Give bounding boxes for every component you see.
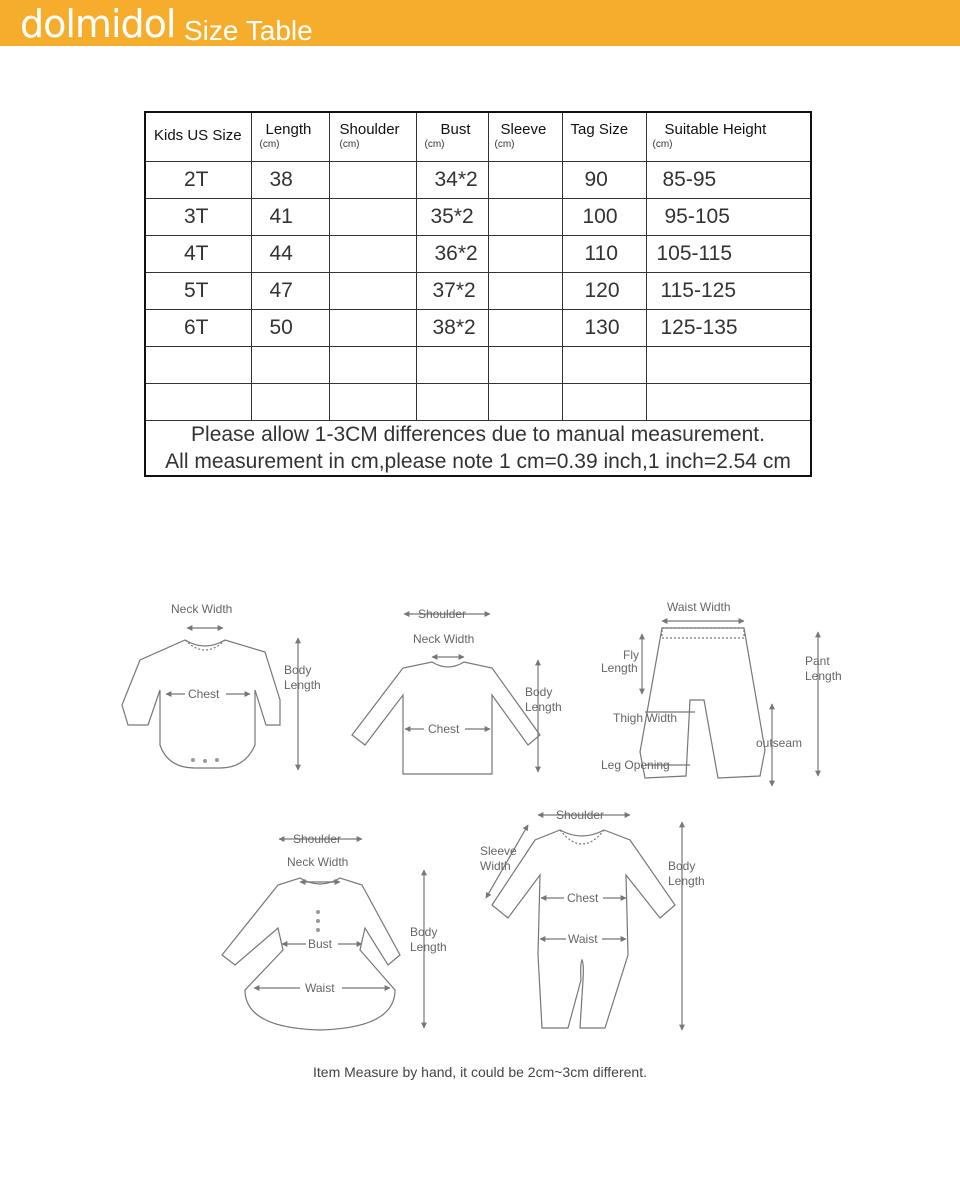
label-shoulder: Shoulder <box>418 607 467 621</box>
svg-text:Width: Width <box>480 859 511 873</box>
table-cell: 120 <box>562 273 646 310</box>
table-header-row <box>145 112 811 162</box>
table-cell: 2T <box>145 162 251 199</box>
table-cell <box>329 236 416 273</box>
pants-diagram <box>601 600 842 786</box>
table-cell <box>329 384 416 421</box>
table-cell <box>145 347 251 384</box>
table-cell <box>488 347 562 384</box>
romper-diagram <box>480 808 705 1030</box>
label-body-length: Body <box>410 925 438 939</box>
measurement-diagrams <box>0 590 960 1100</box>
table-row <box>145 162 811 199</box>
label-leg-opening: Leg Opening <box>601 758 670 772</box>
table-cell: 38 <box>251 162 329 199</box>
header-cell-bust: Bust (cm) <box>416 112 488 162</box>
table-cell: 35*2 <box>416 199 488 236</box>
table-cell <box>562 347 646 384</box>
note-line-2: All measurement in cm,please note 1 cm=0.39 inch,1 inch=2.54 cm <box>165 450 791 473</box>
table-row <box>145 236 811 273</box>
page-title: Size Table <box>184 15 313 46</box>
bodysuit-diagram <box>122 602 321 770</box>
table-cell: 130 <box>562 310 646 347</box>
table-cell: 95-105 <box>646 199 811 236</box>
table-cell: 90 <box>562 162 646 199</box>
table-cell <box>488 199 562 236</box>
footnote: Item Measure by hand, it could be 2cm~3cm different. <box>313 1064 647 1080</box>
svg-text:Length: Length <box>284 678 321 692</box>
table-cell <box>646 384 811 421</box>
table-cell: 34*2 <box>416 162 488 199</box>
label-neck-width: Neck Width <box>287 855 349 869</box>
table-cell: 105-115 <box>646 236 811 273</box>
label-chest: Chest <box>567 891 599 905</box>
table-cell: 100 <box>562 199 646 236</box>
label-bust: Bust <box>308 937 333 951</box>
table-cell: 110 <box>562 236 646 273</box>
header-cell-size: Kids US Size <box>145 112 251 162</box>
table-cell: 6T <box>145 310 251 347</box>
table-cell <box>329 273 416 310</box>
measurement-note <box>145 421 811 477</box>
table-row <box>145 199 811 236</box>
label-waist: Waist <box>305 981 335 995</box>
label-chest: Chest <box>428 722 460 736</box>
table-cell: 5T <box>145 273 251 310</box>
brand-logo: dolmidol <box>20 2 176 46</box>
dress-diagram <box>222 832 447 1030</box>
label-waist-width: Waist Width <box>667 600 731 614</box>
label-thigh-width: Thigh Width <box>613 711 678 725</box>
shirt-diagram <box>352 607 562 774</box>
table-cell <box>488 236 562 273</box>
label-outseam: outseam <box>756 736 803 750</box>
label-waist: Waist <box>568 932 598 946</box>
svg-text:Length: Length <box>668 874 705 888</box>
table-cell: 36*2 <box>416 236 488 273</box>
label-chest: Chest <box>188 687 220 701</box>
table-row <box>145 347 811 384</box>
label-sleeve-width: Sleeve <box>480 844 517 858</box>
table-row <box>145 310 811 347</box>
table-cell <box>488 162 562 199</box>
label-body-length: Body <box>284 663 312 677</box>
table-cell: 37*2 <box>416 273 488 310</box>
table-row <box>145 273 811 310</box>
table-cell: 115-125 <box>646 273 811 310</box>
table-row <box>145 384 811 421</box>
table-cell <box>251 384 329 421</box>
header-cell-sleeve: Sleeve (cm) <box>488 112 562 162</box>
table-cell <box>488 384 562 421</box>
table-cell: 41 <box>251 199 329 236</box>
table-cell <box>562 384 646 421</box>
table-cell <box>488 273 562 310</box>
svg-text:Length: Length <box>601 661 638 675</box>
table-cell: 38*2 <box>416 310 488 347</box>
table-cell <box>416 347 488 384</box>
label-shoulder: Shoulder <box>556 808 605 822</box>
header-cell-length: Length (cm) <box>251 112 329 162</box>
table-cell <box>416 384 488 421</box>
table-cell <box>329 199 416 236</box>
label-fly-length: Fly <box>623 648 639 662</box>
table-cell <box>251 347 329 384</box>
note-line-1: Please allow 1-3CM differences due to manual measurement. <box>191 423 765 446</box>
label-shoulder: Shoulder <box>293 832 342 846</box>
size-table <box>144 111 812 477</box>
table-cell: 44 <box>251 236 329 273</box>
table-cell <box>329 162 416 199</box>
svg-text:Length: Length <box>410 940 447 954</box>
table-cell: 4T <box>145 236 251 273</box>
table-cell: 125-135 <box>646 310 811 347</box>
table-cell <box>329 347 416 384</box>
table-note-row <box>145 421 811 477</box>
table-cell <box>488 310 562 347</box>
table-cell: 3T <box>145 199 251 236</box>
label-body-length: Body <box>668 859 696 873</box>
table-cell <box>646 347 811 384</box>
svg-text:Length: Length <box>525 700 562 714</box>
label-pant-length: Pant <box>805 654 830 668</box>
label-neck-width: Neck Width <box>171 602 233 616</box>
table-cell <box>145 384 251 421</box>
table-cell: 85-95 <box>646 162 811 199</box>
table-cell: 47 <box>251 273 329 310</box>
table-cell: 50 <box>251 310 329 347</box>
svg-text:Length: Length <box>805 669 842 683</box>
label-neck-width: Neck Width <box>413 632 475 646</box>
header-cell-tag-size: Tag Size <box>562 112 646 162</box>
table-cell <box>329 310 416 347</box>
header-banner <box>0 0 960 46</box>
label-body-length: Body <box>525 685 553 699</box>
header-cell-height: Suitable Height (cm) <box>646 112 811 162</box>
header-cell-shoulder: Shoulder (cm) <box>329 112 416 162</box>
